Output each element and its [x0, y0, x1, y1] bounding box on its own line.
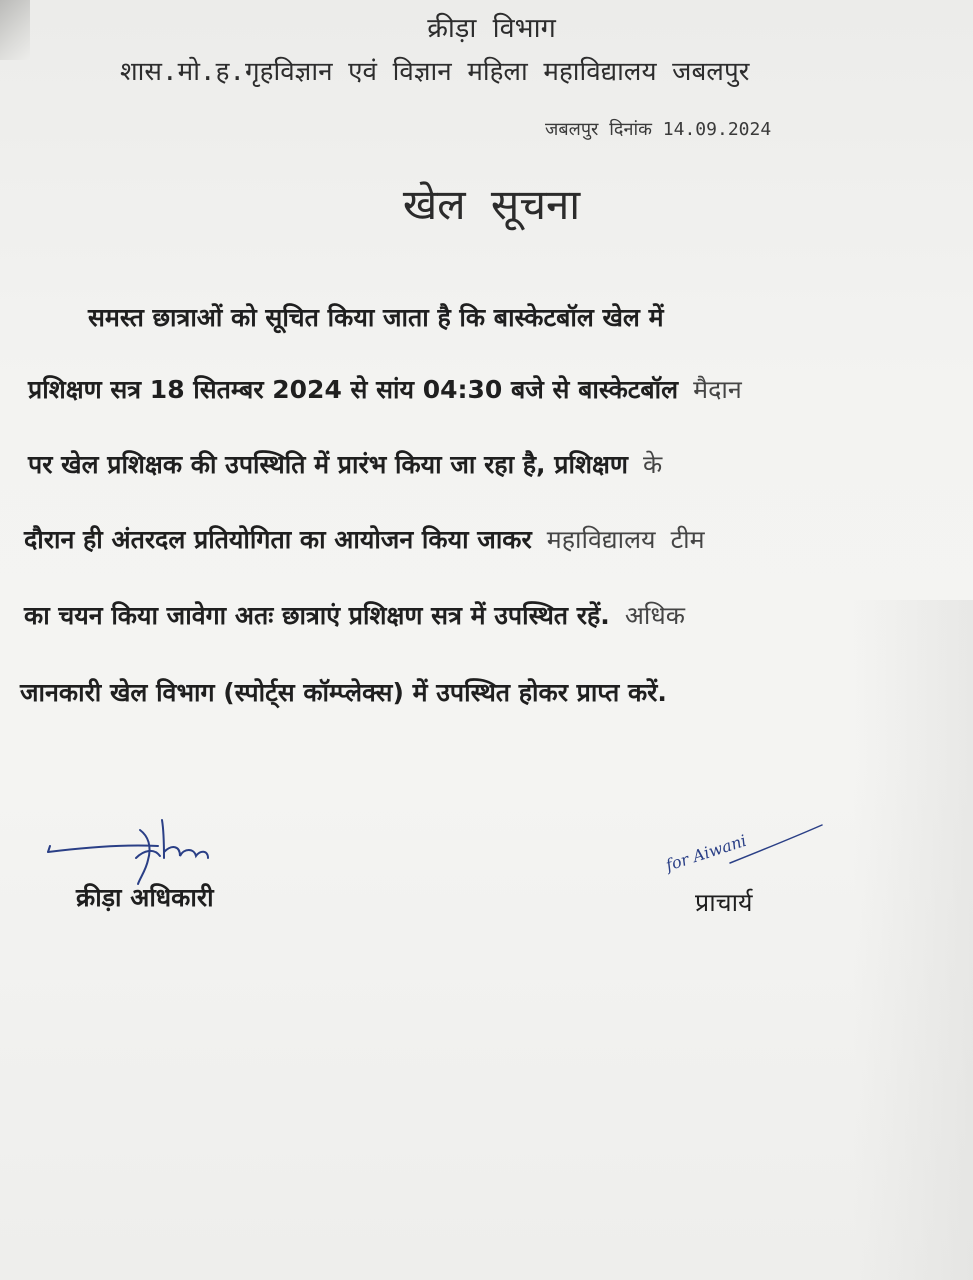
notice-line-5-faint: अधिक [609, 601, 685, 630]
notice-line-5 [24, 598, 685, 632]
notice-line-3 [28, 447, 662, 481]
notice-line-2-faint: मैदान [678, 375, 742, 404]
notice-line-6-text: जानकारी खेल विभाग (स्पोर्ट्स कॉम्प्लेक्स) में उपस्थित होकर प्राप्त करें. [20, 678, 667, 707]
notice-title: खेल सूचना [402, 180, 581, 229]
notice-line-3-text: पर खेल प्रशिक्षक की उपस्थिति में प्रारंभ किया जा रहा है, प्रशिक्षण [28, 450, 628, 479]
page-edge-shadow [853, 600, 973, 1280]
college-name: शास.मो.ह.गृहविज्ञान एवं विज्ञान महिला महाविद्यालय जबलपुर [120, 57, 750, 87]
notice-line-4 [24, 522, 705, 556]
notice-line-1-text: समस्त छात्राओं को सूचित किया जाता है कि बास्केटबॉल खेल में [88, 303, 664, 332]
notice-line-1 [88, 300, 664, 334]
notice-line-6 [20, 675, 667, 709]
notice-line-4-text: दौरान ही अंतरदल प्रतियोगिता का आयोजन किया जाकर [24, 525, 532, 554]
sports-officer-signature [40, 800, 230, 890]
notice-line-3-faint: के [627, 450, 663, 479]
notice-line-2-text: प्रशिक्षण सत्र 18 सितम्बर 2024 से सांय 04:30 बजे से बास्केटबॉल [28, 375, 679, 404]
svg-text:for Aiwani: for Aiwani [663, 830, 749, 875]
principal-handwritten-note [660, 815, 830, 885]
department-heading: क्रीड़ा विभाग [427, 13, 556, 44]
principal-label: प्राचार्य [695, 888, 753, 917]
place-date: जबलपुर दिनांक 14.09.2024 [545, 119, 772, 140]
notice-line-4-faint: महाविद्यालय टीम [531, 525, 705, 554]
notice-line-5-text: का चयन किया जावेगा अतः छात्राएं प्रशिक्षण सत्र में उपस्थित रहें. [24, 601, 610, 630]
notice-line-2 [28, 372, 742, 406]
sports-officer-label: क्रीड़ा अधिकारी [76, 883, 214, 912]
